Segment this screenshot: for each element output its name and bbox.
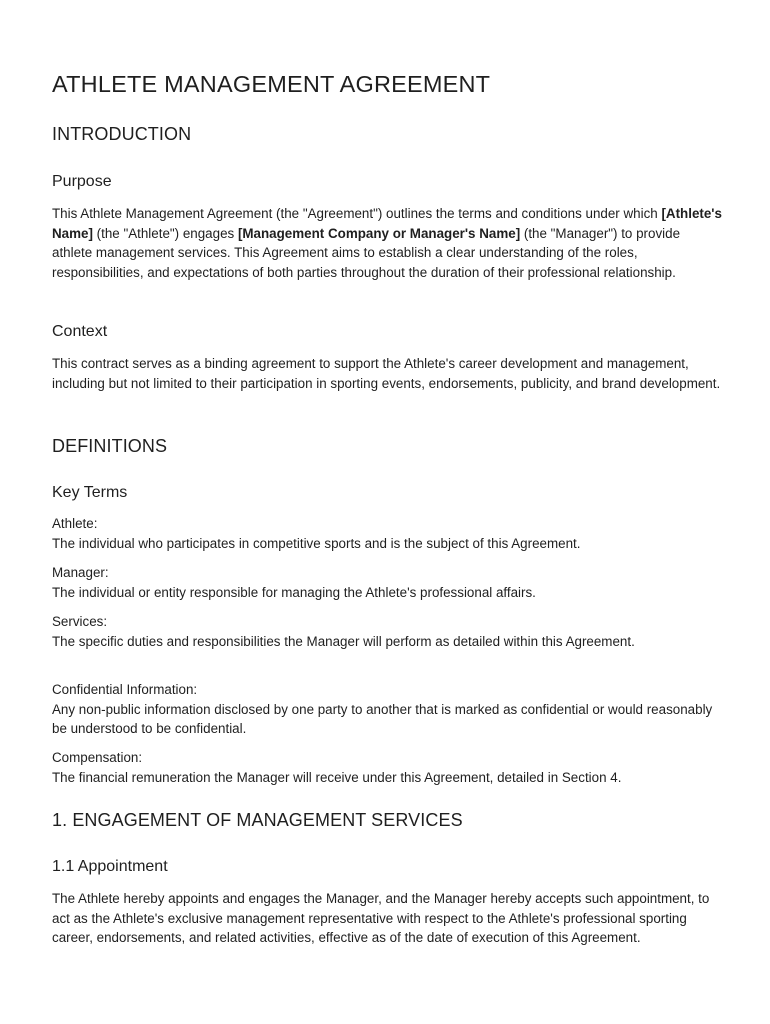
manager-name-placeholder: [Management Company or Manager's Name]	[237, 225, 521, 241]
definition-text: The individual or entity responsible for managing the Athlete's professional affairs.	[52, 584, 536, 600]
definition-text: The individual who participates in competitive sports and is the subject of this Agreement.	[52, 535, 581, 551]
definition-text: The specific duties and responsibilities the Manager will perform as detailed within this Agreement.	[52, 633, 635, 649]
definition-term: Athlete:	[52, 516, 98, 531]
athlete-name-placeholder: [Athlete's Name]	[52, 206, 722, 241]
definition-item	[52, 680, 722, 739]
section-1-heading: 1. ENGAGEMENT OF MANAGEMENT SERVICES	[52, 810, 463, 830]
purpose-text-3: (the "Manager") to provide athlete management services. This Agreement aims to establish a clear understanding of the roles, responsibilities, and expectations of both parties throughout the duration of their professional relationship.	[52, 225, 681, 280]
definitions-heading: DEFINITIONS	[52, 436, 168, 456]
definition-text: The financial remuneration the Manager will receive under this Agreement, detailed in Section 4.	[52, 769, 622, 785]
definition-term: Services:	[52, 614, 108, 629]
purpose-text-2: (the "Athlete") engages	[92, 225, 238, 241]
context-heading: Context	[52, 323, 108, 340]
definition-text: Any non-public information disclosed by one party to another that is marked as confidential or would reasonably be understood to be confidential.	[52, 701, 713, 736]
definition-term: Manager:	[52, 565, 109, 580]
document-title: ATHLETE MANAGEMENT AGREEMENT	[52, 71, 491, 97]
definition-term: Compensation:	[52, 750, 143, 765]
appointment-paragraph: The Athlete hereby appoints and engages the Manager, and the Manager hereby accepts such appointment, to act as the Athlete's exclusive management representative with respect to the Athlete's professional sporting career, endorsements, and related activities, effective as of the date of execution of this Agreement.	[52, 891, 710, 945]
definition-item	[52, 563, 722, 602]
definition-item	[52, 748, 722, 787]
key-terms-heading: Key Terms	[52, 484, 128, 501]
definition-item	[52, 612, 722, 651]
definition-term: Confidential Information:	[52, 682, 198, 697]
definition-item	[52, 514, 722, 553]
purpose-paragraph	[52, 204, 722, 282]
appointment-heading: 1.1 Appointment	[52, 858, 168, 875]
purpose-text-1: This Athlete Management Agreement (the "Agreement") outlines the terms and conditions under which	[52, 206, 662, 221]
purpose-heading: Purpose	[52, 173, 112, 190]
context-paragraph: This contract serves as a binding agreement to support the Athlete's career development and management, including but not limited to their participation in sporting events, endorsements, publicity, and brand development.	[52, 356, 721, 391]
introduction-heading: INTRODUCTION	[52, 124, 192, 144]
